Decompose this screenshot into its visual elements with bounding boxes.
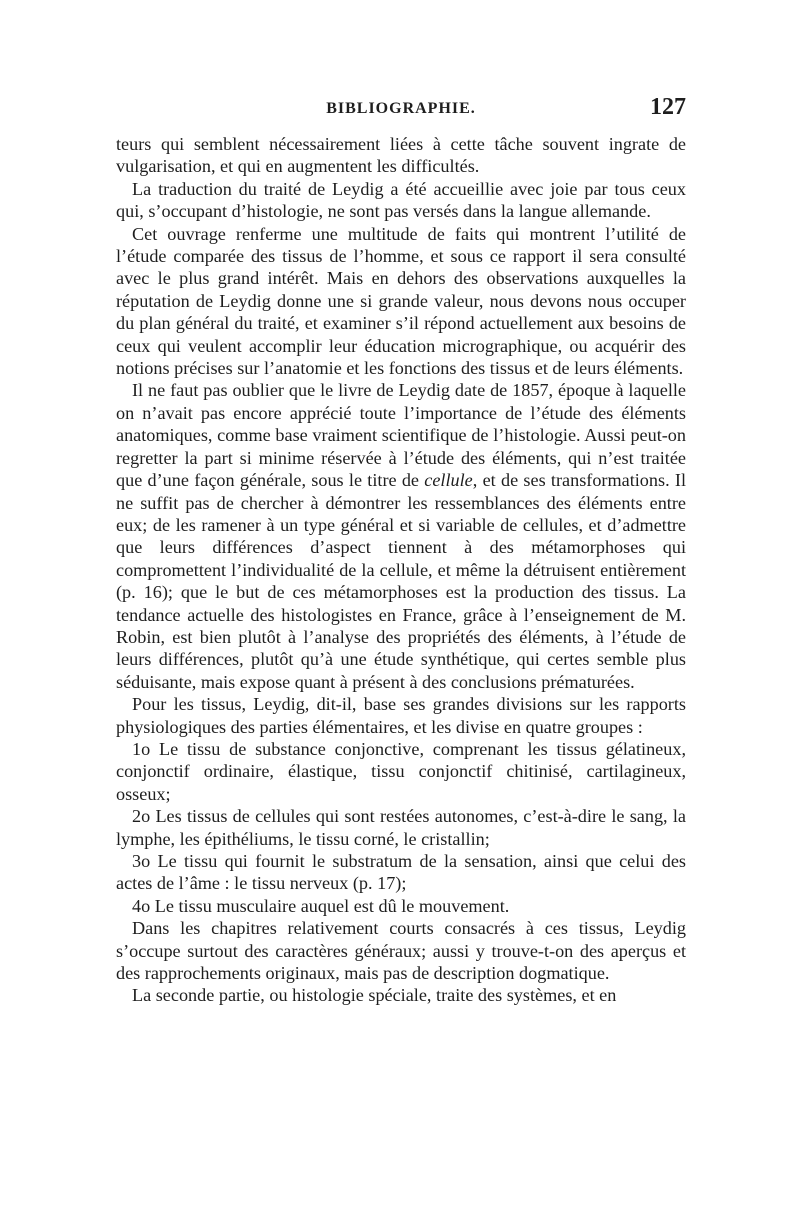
list-item-1: 1o Le tissu de substance conjonctive, comprenant les tissus gélatineux, conjonctif ordinaire, élastique, tissu conjonctif chitinisé, cartilagineux, osseux; xyxy=(116,738,686,804)
paragraph-translation: La traduction du traité de Leydig a été accueillie avec joie par tous ceux qui, s’occupant d’histologie, ne sont pas versés dans la langue allemande. xyxy=(116,178,686,222)
paragraph-leydig-text-2: , et de ses transformations. Il ne suffit pas de chercher à démontrer les ressemblances des éléments entre eux; de les ramener à un type général et si variable de cellules, et d’admettre que leurs différences d’aspect tiennent à des métamorphoses qui compromettent l’individualité de la cellule, et même la détruisent entièrement (p. 16); que le but de ces métamorphoses est la production des tissus. La tendance actuelle des histologistes en France, grâce à l’enseignement de M. Robin, est bien plutôt à l’analyse des propriétés des éléments, à l’étude de leurs différences, plutôt qu’à une étude synthétique, qui certes semble plus séduisante, mais expose quant à présent à des conclusions prématurées. xyxy=(116,470,686,692)
running-title: BIBLIOGRAPHIE. xyxy=(326,100,476,117)
list-item-4: 4o Le tissu musculaire auquel est dû le mouvement. xyxy=(132,895,510,916)
page-number: 127 xyxy=(650,94,686,120)
paragraph-second-part: La seconde partie, ou histologie spéciale, traite des systèmes, et en xyxy=(132,985,617,1006)
italic-term-cellule: cellule xyxy=(424,470,473,491)
paragraph-utility: Cet ouvrage renferme une multitude de faits qui montrent l’utilité de l’étude comparée des tissus de l’homme, et sous ce rapport il sera consulté avec le plus grand intérêt. Mais en dehors des observations auxquelles la réputation de Leydig donne une si grande valeur, nous devons nous occuper du plan général du traité, et examiner s’il répond actuellement aux besoins de ceux qui veulent accomplir leur éducation micrographique, ou acquérir des notions précises sur l’anatomie et les fonctions des tissus et de leurs éléments. xyxy=(116,223,686,379)
paragraph-groups-intro: Pour les tissus, Leydig, dit-il, base ses grandes divisions sur les rapports physiologiques des parties élémentaires, et les divise en quatre groupes : xyxy=(116,694,686,737)
paragraph-continuation: teurs qui semblent nécessairement liées à cette tâche souvent ingrate de vulgarisation, et qui en augmentent les difficultés. xyxy=(116,134,686,177)
paragraph-leydig-1857 xyxy=(116,379,686,693)
page-header xyxy=(116,94,686,124)
list-item-3: 3o Le tissu qui fournit le substratum de la sensation, ainsi que celui des actes de l’âme : le tissu nerveux (p. 17); xyxy=(116,851,686,894)
body-text xyxy=(116,133,686,1007)
paragraph-chapters: Dans les chapitres relativement courts consacrés à ces tissus, Leydig s’occupe surtout des caractères généraux; aussi y trouve-t-on des aperçus et des rapprochements originaux, mais pas de description dogmatique. xyxy=(116,918,686,984)
paragraph-leydig-text-1: Il ne faut pas oublier que le livre de Leydig date de 1857, époque à laquelle on n’avait pas encore apprécié toute l’importance de l’étude des éléments anatomiques, comme base vraiment scientifique de l’histologie. Aussi peut-on regretter la part si minime réservée à l’étude des éléments, qui n’est traitée que d’une façon générale, sous le titre de xyxy=(116,380,686,491)
list-item-2: 2o Les tissus de cellules qui sont restées autonomes, c’est-à-dire le sang, la lymphe, les épithéliums, le tissu corné, le cristallin; xyxy=(116,806,686,849)
